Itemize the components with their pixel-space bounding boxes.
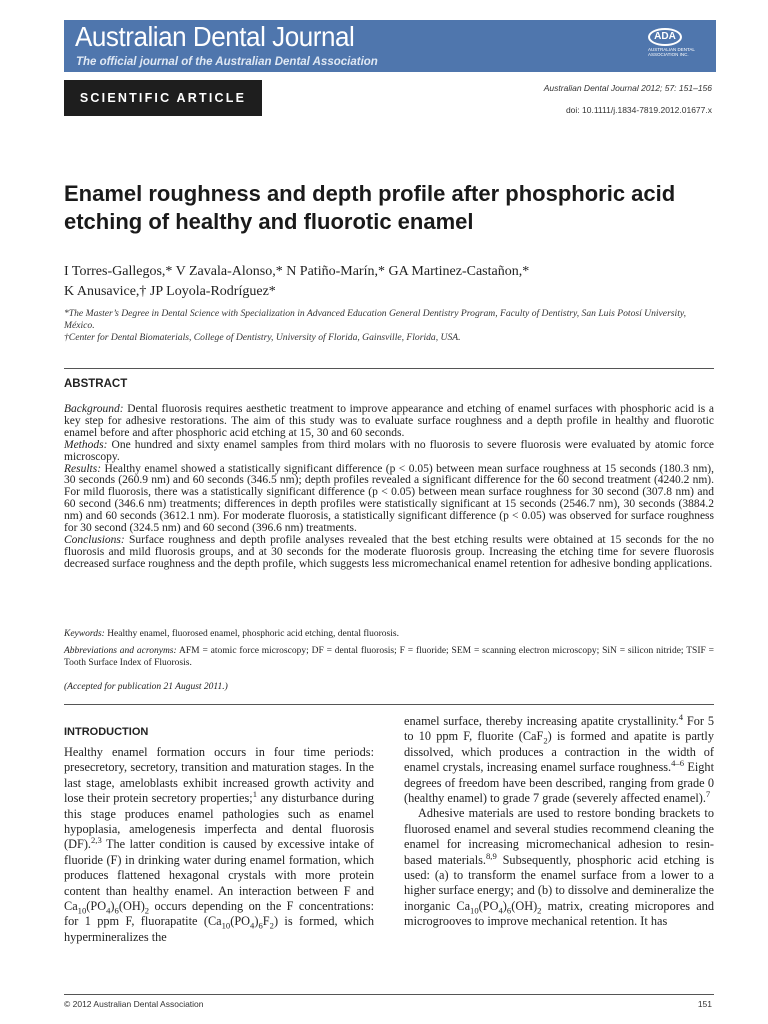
copyright-notice: © 2012 Australian Dental Association: [64, 999, 204, 1009]
authors-line-2: K Anusavice,† JP Loyola-Rodríguez*: [64, 284, 276, 299]
abbreviations-text: AFM = atomic force microscopy; DF = dental fluorosis; F = fluoride; SEM = scanning electron microscopy; SiN = silicon nitride; TSIF = Tooth Surface Index of Fluorosis.: [64, 646, 714, 668]
journal-subtitle: The official journal of the Australian Dental Association: [76, 56, 378, 68]
abbreviations-label: Abbreviations and acronyms:: [64, 646, 177, 656]
subscript: 2: [144, 905, 150, 916]
abstract-results-text: Healthy enamel showed a statistically significant difference (p < 0.05) between mean surface roughness at 15 seconds (180.3 nm), 30 seconds (260.9 nm) and 60 seconds (346.5 nm); depth profiles revealed a significant difference for the 60 second treatment (4240.2 nm). For mild fluorosis, there was a statistically significant difference (p < 0.05) between mean surface roughness for 30 second (307.8 nm) and 60 second (346.6 nm) treatments; differences in depth profiles were statistically significant at 15 seconds (2546.7 nm), 30 seconds (3884.2 nm) and 60 seconds (3612.1 nm). For moderate fluorosis, a statistically significant difference (p < 0.05) was observed for surface roughness for 30 second (324.5 nm) and 60 second (396.6 nm) treatments.: [64, 462, 715, 535]
keywords-text: Healthy enamel, fluorosed enamel, phosphoric acid etching, dental fluorosis.: [107, 629, 399, 639]
citation-6: 8,9: [485, 850, 497, 861]
subscript: 10: [221, 920, 231, 931]
introduction-right-column: [404, 711, 714, 930]
authors-line-1: I Torres-Gallegos,* V Zavala-Alonso,* N Patiño-Marín,* GA Martinez-Castañon,*: [64, 264, 530, 279]
formula-part: F: [262, 914, 270, 929]
abstract-background-text: Dental fluorosis requires aesthetic treatment to improve appearance and etching of enamel surfaces with phosphoric acid is a key step for adhesive restorations. The aim of this study was to evaluate surface roughness and a depth profile in healthy and fluorotic enamel before and after phosphoric acid etching at 15, 30 and 60 seconds.: [64, 403, 715, 439]
subscript: 2: [537, 905, 542, 916]
abbreviations: [64, 646, 714, 669]
intro-text-5: ) is formed, which hypermineralizes the: [64, 914, 375, 944]
keywords: [64, 628, 714, 640]
footer-divider: [64, 994, 714, 995]
introduction-heading: INTRODUCTION: [64, 726, 149, 738]
abstract-background-label: Background:: [64, 403, 124, 415]
article-type-label: SCIENTIFIC ARTICLE: [64, 80, 262, 116]
citation-2: 2,3: [90, 835, 102, 846]
subscript: 4: [498, 905, 503, 916]
formula-part: (OH): [511, 898, 538, 913]
formula-part: ): [502, 898, 507, 913]
subscript: 4: [106, 905, 111, 916]
subscript: 6: [114, 905, 119, 916]
citation-3: 4: [678, 711, 683, 722]
intro-text-7: For 5 to 10 ppm F, fluorite (CaF: [404, 714, 714, 744]
intro-text-10: Adhesive materials are used to restore bonding brackets to fluorosed enamel and several studies recommend cleaning the enamel for increasing micromechanical adhesion to resin-based materials.: [404, 806, 714, 867]
doi-link[interactable]: doi: 10.1111/j.1834-7819.2012.01677.x: [565, 105, 712, 115]
formula-part: (PO: [478, 898, 499, 913]
formula-part: ): [110, 899, 115, 914]
formula-part: (OH): [118, 899, 145, 914]
introduction-left-column: [64, 745, 374, 945]
intro-text-6: enamel surface, thereby increasing apatite crystallinity.: [404, 714, 679, 728]
formula-part: ): [254, 914, 259, 929]
affiliation-2: †Center for Dental Biomaterials, College of Dentistry, University of Florida, Gainsville, Florida, USA.: [64, 332, 461, 343]
intro-paragraph-1: [64, 745, 374, 945]
subscript: 2: [543, 735, 548, 746]
keywords-label: Keywords:: [64, 629, 105, 639]
abstract-methods: [64, 440, 714, 464]
article-title: Enamel roughness and depth profile after phosphoric acid etching of healthy and fluorotic enamel: [64, 181, 676, 234]
accepted-date: (Accepted for publication 21 August 2011.): [64, 682, 228, 692]
intro-text-8: ) is formed and apatite is partly dissolved, which produces a contraction in the width of enamel crystals, increasing enamel surface roughness.: [404, 729, 714, 775]
intro-text-3: The latter condition is caused by excessive intake of fluoride (F) in drinking water during enamel formation, which produces flattened hexagonal crystals with more protein content than healthy enamel. An interaction between F and Ca: [64, 837, 374, 914]
divider-bottom: [64, 704, 714, 705]
abstract-conclusions-label: Conclusions:: [64, 533, 125, 546]
intro-text-12: matrix, creating micropores and microgrooves to improve mechanical retention. It has: [404, 898, 714, 929]
subscript: 6: [506, 905, 512, 916]
abstract-conclusions-text: Surface roughness and depth profile analyses revealed that the best etching results were obtained at 15 seconds for the no fluorosis and mild fluorosis groups, and at 30 seconds for the moderate fluorosis group. Increasing the etching time for severe fluorosis decreased surface roughness and the depth profile, which suggests less micromechanical enamel retention for adhesive bonding applications.: [64, 533, 715, 570]
affiliation-1: *The Master’s Degree in Dental Science with Specialization in Advanced Education General Dentistry Program, Faculty of Dentistry, San Luis Potosí University, México.: [64, 308, 686, 331]
subscript: 4: [250, 920, 255, 931]
citation-1: 1: [252, 789, 258, 800]
abstract-results-label: Results:: [64, 462, 102, 475]
intro-text-2: any disturbance during this stage produces enamel pathologies such as enamel hypoplasia, amelogenesis imperfecta and dental fluorosis (DF).: [64, 791, 374, 852]
citation-5: 7: [705, 788, 711, 799]
subscript: 2: [269, 920, 274, 931]
formula-part: (PO: [230, 914, 251, 929]
intro-text-9: Eight degrees of freedom have been described, ranging from grade 0 (healthy enamel) to grade 7 grade (severely affected enamel).: [404, 760, 714, 806]
intro-paragraph-1-cont: [404, 711, 714, 806]
abstract-heading: ABSTRACT: [64, 378, 128, 390]
subscript: 10: [470, 905, 479, 916]
page-number: 151: [697, 999, 712, 1009]
subscript: 6: [258, 920, 263, 931]
subscript: 10: [77, 905, 87, 916]
ada-logo: [648, 28, 708, 58]
intro-paragraph-2: [404, 806, 714, 929]
abstract-methods-text: One hundred and sixty enamel samples from third molars with no fluorosis to severe fluorosis were evaluated by atomic force microscopy.: [64, 438, 714, 463]
formula-part: (PO: [86, 899, 107, 914]
abstract-results: [64, 464, 714, 535]
intro-text-1: Healthy enamel formation occurs in four time periods: presecretory, secretory, transition and maturation stages. In the last stage, ameloblasts exhibit increased growth activity and lose their protein secretory properties;: [64, 745, 374, 806]
ada-logo-text: ADA: [654, 31, 676, 42]
intro-text-11: Subsequently, phosphoric acid etching is used: (a) to transform the enamel surface from a lower to a higher surface energy; and (b) to dissolve and demineralize the inorganic Ca: [404, 852, 714, 913]
abstract-body: [64, 404, 714, 571]
citation-4: 4–6: [671, 758, 685, 769]
ada-logo-caption: AUSTRALIAN DENTAL ASSOCIATION INC.: [648, 47, 695, 57]
divider-top: [64, 368, 714, 369]
journal-name: Australian Dental Journal: [75, 21, 355, 52]
affiliations: [64, 308, 716, 344]
abstract-methods-label: Methods:: [64, 438, 108, 451]
abstract-conclusions: [64, 535, 714, 571]
author-list: [64, 262, 714, 302]
abstract-background: [64, 404, 714, 440]
intro-text-4: occurs depending on the F concentrations: for 1 ppm F, fluorapatite (Ca: [64, 899, 374, 929]
journal-reference: Australian Dental Journal 2012; 57: 151–156: [543, 83, 712, 93]
